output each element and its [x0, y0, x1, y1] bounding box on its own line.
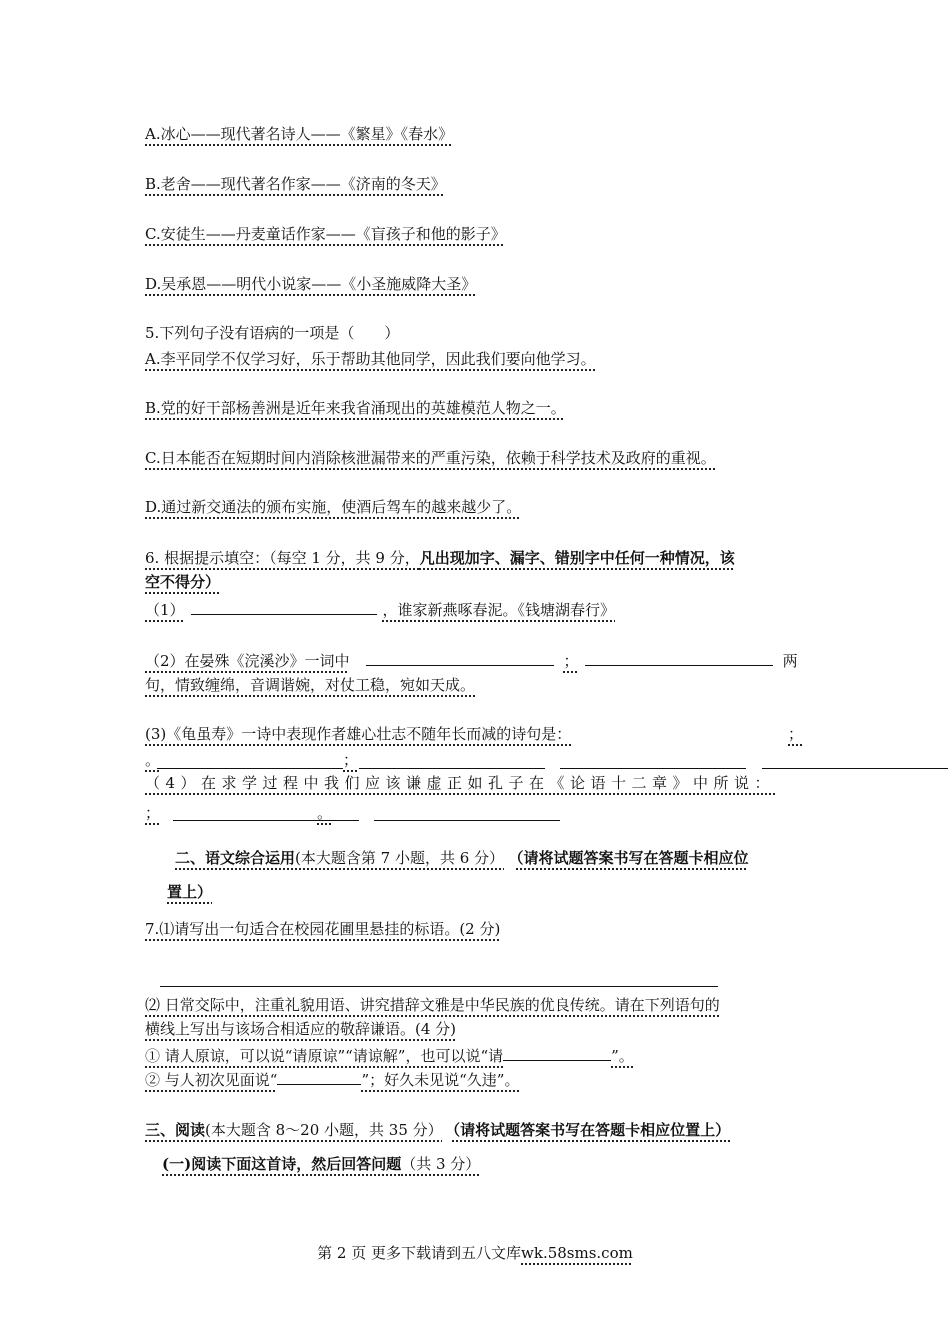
q4-option-d: D.吴承恩——明代小说家——《小圣施威降大圣》 — [145, 275, 477, 293]
section3-instruction: （请将试题答案书写在答题卡相应位置上） — [452, 1121, 731, 1139]
q6-item1-blank[interactable] — [191, 598, 377, 615]
q6-item3-semicolon: ； — [788, 725, 804, 743]
q7-slogan-blank[interactable] — [160, 986, 718, 987]
q4-option-b: B.老舍——现代著名作家——《济南的冬天》 — [145, 175, 446, 193]
q7-item1-prefix: ① 请人原谅，可以说“请原谅”“请谅解”，也可以说“请 — [145, 1047, 504, 1065]
section3-sub-heading — [162, 1154, 480, 1174]
q6-item3-blank-1[interactable] — [157, 768, 343, 769]
q6-item2-blank-2[interactable] — [585, 649, 773, 666]
q6-item3-blank-4[interactable] — [762, 768, 948, 769]
q5-stem: 5.下列句子没有语病的一项是（ ） — [145, 324, 400, 342]
q6-item2-prefix: （2）在晏殊《浣溪沙》一词中 — [145, 652, 350, 670]
q5-option-a: A.李平同学不仅学习好，乐于帮助其他同学，因此我们要向他学习。 — [145, 350, 596, 368]
q5-option-d: D.通过新交通法的颁布实施，使酒后驾车的越来越少了。 — [145, 498, 522, 516]
section3-sub-score: （共 3 分） — [401, 1155, 481, 1173]
q6-item4-period: 。 — [317, 804, 333, 822]
q4-option-c: C.安徒生——丹麦童话作家——《盲孩子和他的影子》 — [145, 225, 506, 243]
q6-item3-blank-2[interactable] — [359, 768, 545, 769]
section2-title: 二、语文综合运用 — [175, 849, 296, 867]
q6-item2-end: 两 — [782, 652, 798, 670]
q6-stem-text: 6. 根据提示填空：（每空 1 分，共 9 分， — [145, 549, 420, 567]
q7-item1-suffix: ”。 — [611, 1047, 634, 1065]
section2-instruction: （请将试题答案书写在答题卡相应位 — [516, 849, 749, 867]
q6-item2-sep: ； — [563, 652, 579, 670]
q6-item3-blank-3[interactable] — [560, 768, 746, 769]
q6-item4-blank-2[interactable] — [374, 820, 560, 821]
q7-part2-line1: ⑵ 日常交际中，注重礼貌用语、讲究措辞文雅是中华民族的优良传统。请在下列语句的 — [145, 996, 720, 1014]
q7-item2-blank[interactable] — [277, 1068, 361, 1085]
q7-item2-prefix: ② 与人初次见面说“ — [145, 1071, 278, 1089]
q6-item4-line1: （4）在求学过程中我们应该谦虚正如孔子在《论语十二章》中所说： — [145, 774, 776, 792]
section3-heading — [145, 1120, 730, 1140]
page-footer — [0, 1242, 950, 1263]
section2-scope: (本大题含第 7 小题，共 6 分） — [295, 849, 505, 867]
section3-sub-title: (一)阅读下面这首诗，然后回答问题 — [162, 1155, 402, 1173]
q6-stem-rule-2: 空不得分） — [145, 573, 221, 591]
q6-item2-blank-1[interactable] — [366, 649, 554, 666]
q6-stem-rule: 凡出现加字、漏字、错别字中任何一种情况，该 — [419, 549, 735, 567]
q7-part1: 7.⑴请写出一句适合在校园花圃里悬挂的标语。(2 分) — [145, 920, 501, 938]
q7-item-1 — [145, 1044, 634, 1066]
q7-part2-line2: 横线上写出与该场合相适应的敬辞谦语。(4 分) — [145, 1020, 457, 1038]
q6-stem — [145, 548, 735, 568]
q5-option-c: C.日本能否在短期时间内消除核泄漏带来的严重污染，依赖于科学技术及政府的重视。 — [145, 449, 716, 467]
q6-item2-line2: 句，情致缠绵，音调谐婉，对仗工稳，宛如天成。 — [145, 676, 476, 694]
footer-page-info: 第 2 页 更多下载请到五八文库 — [317, 1244, 522, 1262]
footer-site-link[interactable]: wk.58sms.com — [521, 1244, 633, 1262]
section2-instruction-2: 置上） — [167, 883, 213, 901]
section3-scope: (本大题含 8～20 小题，共 35 分） — [205, 1121, 443, 1139]
q7-item2-suffix: ”；好久未见说“久违”。 — [361, 1071, 520, 1089]
q5-option-b: B.党的好干部杨善洲是近年来我省涌现出的英雄模范人物之一。 — [145, 399, 566, 417]
q4-option-a: A.冰心——现代著名诗人——《繁星》《春水》 — [145, 125, 454, 143]
q6-item1-prefix: （1） — [145, 601, 185, 619]
q6-item4-semicolon: ； — [145, 804, 161, 822]
q6-item3-period: 。 — [145, 751, 161, 769]
q6-item1-suffix: ，谁家新燕啄春泥。《钱塘湖春行》 — [382, 601, 616, 619]
q7-item1-blank[interactable] — [503, 1044, 611, 1061]
q6-item3-line1: (3)《龟虽寿》一诗中表现作者雄心壮志不随年长而减的诗句是： — [145, 725, 572, 743]
q7-item-2 — [145, 1068, 519, 1090]
q6-item-2 — [145, 649, 798, 671]
section3-title: 三、阅读 — [145, 1121, 206, 1139]
q6-item3-semicolon-2: ； — [343, 751, 359, 769]
q6-item-1 — [145, 598, 615, 620]
section2-heading — [175, 848, 749, 868]
